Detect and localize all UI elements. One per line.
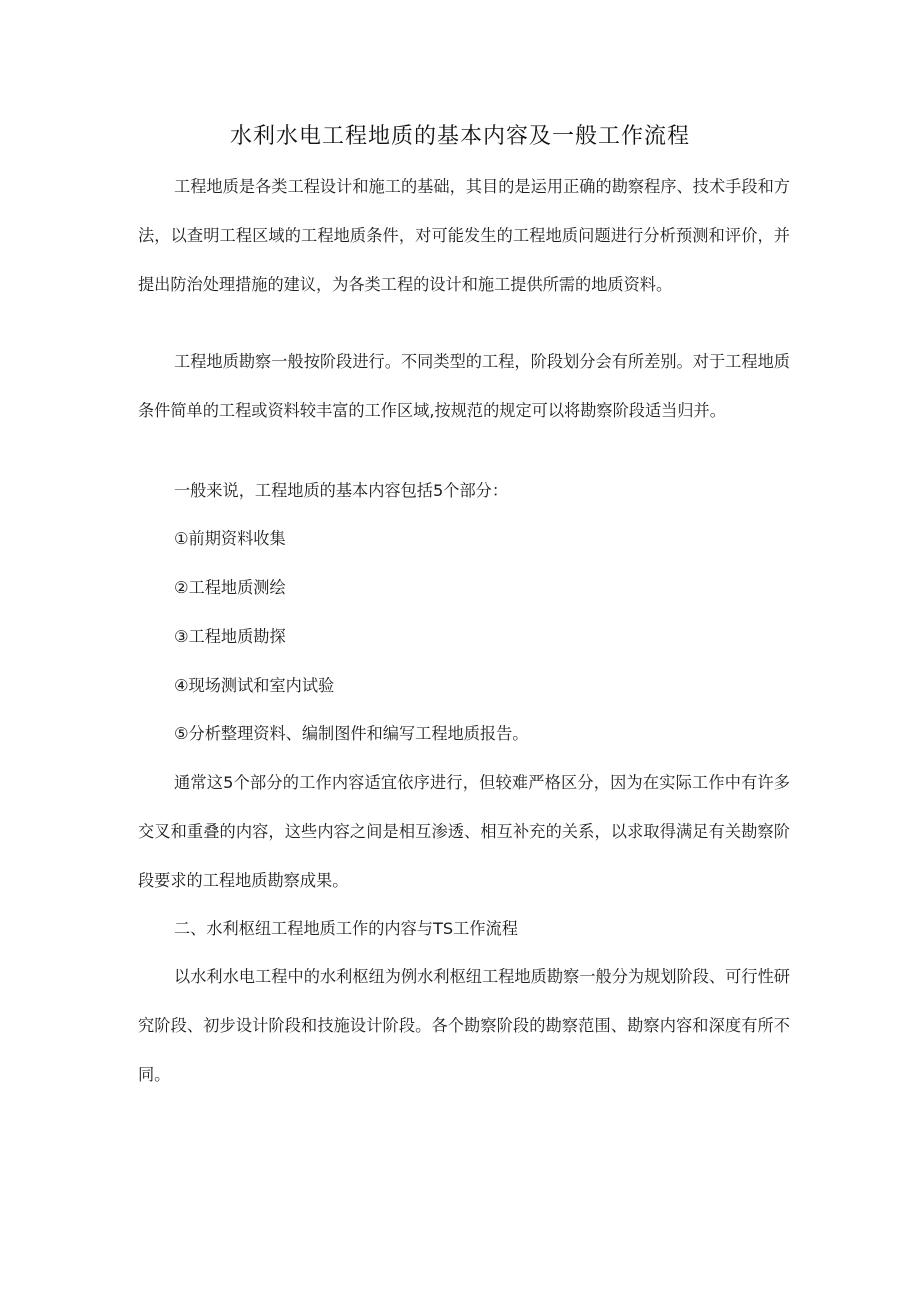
intro-paragraph: 工程地质是各类工程设计和施工的基础，其目的是运用正确的勘察程序、技术手段和方法，以查明工程区域的工程地质条件，对可能发生的工程地质问题进行分析预测和评价，并提出防治处理措施的建议，为各类工程的设计和施工提供所需的地质资料。 (138, 177, 790, 294)
section2-paragraph: 以水利水电工程中的水利枢纽为例水利枢纽工程地质勘察一般分为规划阶段、可行性研究阶段、初步设计阶段和技施设计阶段。各个勘察阶段的勘察范围、勘察内容和深度有所不同。 (138, 967, 790, 1084)
list-item: ①前期资料收集 (174, 529, 286, 548)
order-note-paragraph: 通常这5个部分的工作内容适宜依序进行，但较难严格区分，因为在实际工作中有许多交叉和重叠的内容，这些内容之间是相互渗透、相互补充的关系，以求取得满足有关勘察阶段要求的工程地质勘察成果。 (138, 773, 790, 890)
section-heading: 二、水利枢纽工程地质工作的内容与TS工作流程 (174, 919, 518, 938)
content-lead: 一般来说，工程地质的基本内容包括5个部分： (174, 481, 509, 500)
list-item: ④现场测试和室内试验 (174, 676, 335, 695)
list-item: ②工程地质测绘 (174, 578, 286, 597)
list-item: ③工程地质勘探 (174, 627, 286, 646)
list-item: ⑤分析整理资料、编制图件和编写工程地质报告。 (174, 724, 529, 743)
document-title: 水利水电工程地质的基本内容及一般工作流程 (229, 124, 690, 149)
stages-paragraph: 工程地质勘察一般按阶段进行。不同类型的工程，阶段划分会有所差别。对于工程地质条件简单的工程或资料较丰富的工作区域,按规范的规定可以将勘察阶段适当归并。 (138, 352, 790, 420)
